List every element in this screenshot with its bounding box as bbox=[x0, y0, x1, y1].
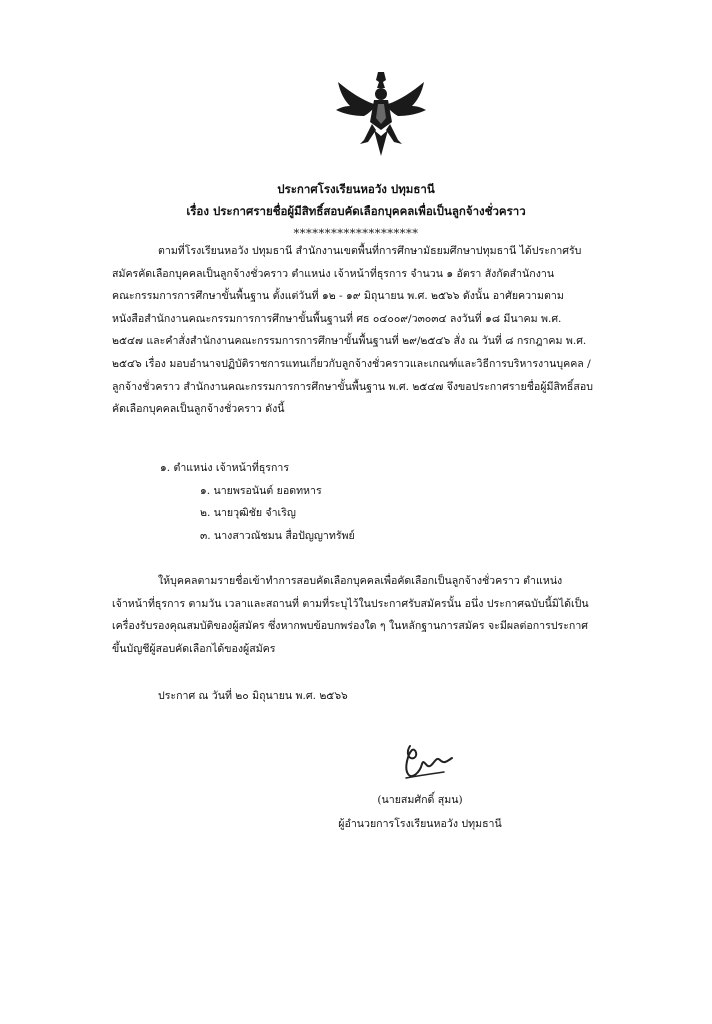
paragraph-line: คณะกรรมการการศึกษาขั้นพื้นฐาน ตั้งแต่วันที่ ๑๒ - ๑๙ มิถุนายน พ.ศ. ๒๕๖๖ ดังนั้น อาศัยความตาม bbox=[112, 290, 564, 303]
paragraph-line: เจ้าหน้าที่ธุรการ ตามวัน เวลาและสถานที่ ตามที่ระบุไว้ในประกาศรับสมัครนั้น อนึ่ง ประกาศฉบับนี้มิได้เป็น bbox=[112, 597, 589, 610]
candidate-item: ๓. นางสาวณัชมน สื่อปัญญาทรัพย์ bbox=[200, 529, 355, 542]
intro-paragraph bbox=[112, 240, 637, 421]
paragraph-line: ๒๕๔๖ เรื่อง มอบอำนาจปฏิบัติราชการแทนเกี่ยวกับลูกจ้างชั่วคราวและเกณฑ์และวิธีการบริหารงานบุคคล / bbox=[112, 357, 591, 370]
candidate-item: ๑. นายพรอนันต์ ยอดทหาร bbox=[200, 484, 322, 497]
paragraph-line: คัดเลือกบุคคลเป็นลูกจ้างชั่วคราว ดังนี้ bbox=[112, 403, 285, 416]
paragraph-line: หนังสือสำนักงานคณะกรรมการการศึกษาขั้นพื้นฐานที่ ศธ ๐๔๐๐๙/ว๓๐๓๔ ลงวันที่ ๑๘ มีนาคม พ.ศ. bbox=[112, 312, 562, 325]
paragraph-line: ขึ้นบัญชีผู้สอบคัดเลือกได้ของผู้สมัคร bbox=[112, 642, 276, 655]
handwritten-signature bbox=[396, 738, 458, 786]
announcement-date: ประกาศ ณ วันที่ ๒๐ มิถุนายน พ.ศ. ๒๕๖๖ bbox=[158, 690, 348, 702]
announcement-title: ประกาศโรงเรียนหอวัง ปทุมธานี bbox=[277, 182, 435, 196]
paragraph-line: ให้บุคคลตามรายชื่อเข้าทำการสอบคัดเลือกบุคคลเพื่อคัดเลือกเป็นลูกจ้างชั่วคราว ตำแหน่ง bbox=[158, 575, 563, 587]
paragraph-line: ๒๕๔๗ และคำสั่งสำนักงานคณะกรรมการการศึกษาขั้นพื้นฐานที่ ๒๙/๒๕๔๖ สั่ง ณ วันที่ ๘ กรกฎาคม พ.ศ. bbox=[112, 335, 587, 348]
paragraph-line: ตามที่โรงเรียนหอวัง ปทุมธานี สำนักงานเขตพื้นที่การศึกษามัธยมศึกษาปทุมธานี ได้ประกาศรับ bbox=[158, 245, 582, 257]
separator-stars: ******************** bbox=[293, 226, 419, 240]
announcement-header bbox=[0, 178, 712, 244]
signer-title: ผู้อำนวยการโรงเรียนหอวัง ปทุมธานี bbox=[338, 818, 502, 830]
paragraph-line: เครื่องรับรองคุณสมบัติของผู้สมัคร ซึ่งหากพบข้อบกพร่องใด ๆ ในหลักฐานการสมัคร จะมีผลต่อการประกาศ bbox=[112, 620, 589, 633]
announcement-subject: เรื่อง ประกาศรายชื่อผู้มีสิทธิ์สอบคัดเลือกบุคคลเพื่อเป็นลูกจ้างชั่วคราว bbox=[186, 204, 526, 218]
instruction-paragraph bbox=[112, 570, 637, 660]
signer-name: (นายสมศักดิ์ สุมน) bbox=[377, 794, 463, 806]
paragraph-line: ลูกจ้างชั่วคราว สำนักงานคณะกรรมการการศึกษาขั้นพื้นฐาน พ.ศ. ๒๕๔๗ จึงขอประกาศรายชื่อผู้มีสิทธิ์สอบ bbox=[112, 380, 593, 393]
garuda-emblem-icon bbox=[334, 70, 428, 158]
candidate-item: ๒. นายวุฒิชัย จำเริญ bbox=[200, 507, 296, 520]
signer-block bbox=[300, 788, 540, 836]
position-heading: ๑. ตำแหน่ง เจ้าหน้าที่ธุรการ bbox=[160, 462, 290, 474]
paragraph-line: สมัครคัดเลือกบุคคลเป็นลูกจ้างชั่วคราว ตำแหน่ง เจ้าหน้าที่ธุรการ จำนวน ๑ อัตรา สังกัดสำนักงาน bbox=[112, 267, 555, 280]
candidate-list bbox=[160, 457, 355, 547]
